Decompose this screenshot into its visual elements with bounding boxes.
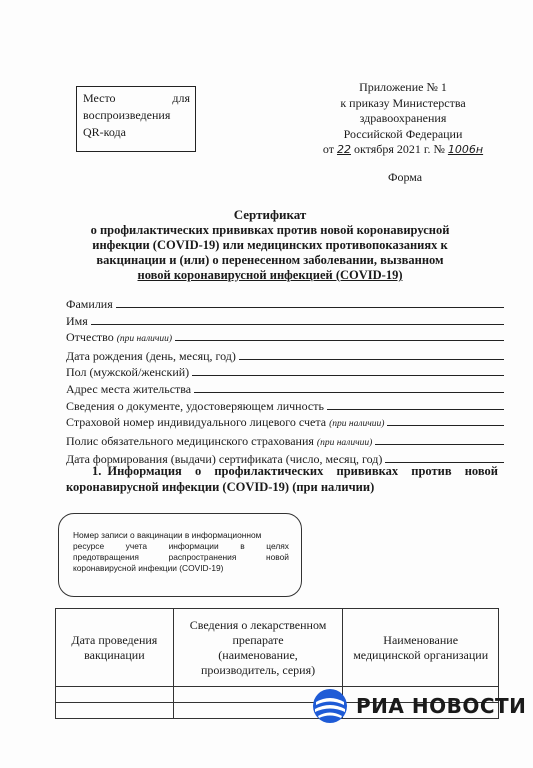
record-box-line-4: коронавирусной инфекции (COVID-19): [73, 563, 224, 573]
column-header-drug-line-1: Сведения о лекарственном: [189, 617, 327, 632]
table-header-row: [56, 609, 499, 687]
column-header-drug: [173, 609, 343, 687]
column-header-drug-line-4: производитель, серия): [200, 662, 316, 677]
field-snils: [66, 414, 504, 433]
ria-novosti-watermark: [312, 688, 526, 724]
field-issue-date-line[interactable]: [385, 451, 504, 463]
ria-globe-icon: [312, 688, 348, 724]
field-name: [66, 313, 504, 330]
certificate-title-line-3: вакцинации и (или) о перенесенном заболевании, вызванном: [96, 253, 444, 267]
record-box-line-3: [73, 552, 289, 563]
field-sex-line[interactable]: [192, 364, 504, 376]
order-date-prefix: от: [322, 142, 334, 156]
column-header-drug-line-2: препарате: [232, 632, 284, 647]
appendix-order-date: [318, 142, 488, 158]
section-1-heading-line-2: коронавирусной инфекции (COVID-19) (при наличии): [66, 480, 375, 494]
ria-novosti-logo-text: РИА НОВОСТИ: [356, 694, 527, 718]
section-1-text: Информация о профилактических прививках против новой: [107, 464, 498, 478]
column-header-date-line-1: Дата проведения: [71, 632, 158, 647]
field-id-document-line[interactable]: [327, 398, 504, 410]
field-patronymic-label: Отчество: [66, 330, 114, 345]
certificate-title-line-1: о профилактических прививках против новой коронавирусной: [90, 223, 450, 237]
record-box-line-2: [73, 541, 289, 552]
field-id-document: [66, 398, 504, 415]
record-box-line-1: Номер записи о вакцинации в информационном: [73, 530, 262, 540]
record-box-word: учета: [125, 541, 148, 551]
record-box-word: новой: [266, 552, 289, 562]
column-header-organization-line-1: Наименование: [383, 632, 459, 647]
section-1-heading-line-1: [66, 463, 498, 479]
field-birth-date: [66, 348, 504, 365]
qr-box-line-2: воспроизведения: [83, 108, 171, 122]
column-header-organization: [343, 609, 499, 687]
if-any-note: (при наличии): [116, 334, 173, 345]
appendix-line-4: Российской Федерации: [343, 126, 463, 141]
vaccination-record-number-box: [58, 513, 302, 597]
field-oms-line[interactable]: [375, 433, 504, 445]
field-address-line[interactable]: [194, 381, 504, 393]
qr-box-word-for: для: [172, 91, 190, 105]
field-birth-date-line[interactable]: [239, 348, 504, 360]
certificate-title: [60, 207, 480, 283]
qr-box-word-place: Место: [83, 91, 116, 105]
record-box-word: информации: [168, 541, 219, 551]
field-sex: [66, 364, 504, 381]
certificate-heading: Сертификат: [233, 207, 307, 222]
field-snils-line[interactable]: [387, 414, 504, 426]
appendix-line-2: к приказу Министерства: [340, 95, 466, 110]
appendix-line-1: Приложение № 1: [359, 80, 447, 94]
order-number: 1006н: [447, 143, 484, 156]
column-header-organization-line-2: медицинской организации: [353, 647, 489, 662]
table-cell[interactable]: [56, 687, 174, 703]
if-any-note: (при наличии): [316, 437, 373, 448]
personal-data-fields: [66, 296, 504, 468]
appendix-line-3: здравоохранения: [359, 111, 447, 125]
form-label: Форма: [388, 170, 423, 184]
field-issue-date-label: Дата формирования (выдачи) сертификата (число, месяц, год): [66, 452, 383, 467]
if-any-note: (при наличии): [329, 419, 385, 430]
order-date-day: 22: [336, 143, 351, 156]
field-oms-label: Полис обязательного медицинского страхования: [66, 433, 314, 448]
column-header-drug-line-3: (наименование,: [218, 647, 298, 662]
section-1-heading: [66, 463, 498, 495]
field-address-label: Адрес места жительства: [66, 381, 192, 396]
record-box-word: в: [240, 541, 245, 551]
field-oms: [66, 433, 504, 452]
field-name-line[interactable]: [91, 313, 504, 325]
field-snils-label: Страховой номер индивидуального лицевого счета: [66, 415, 327, 430]
record-box-word: распространения: [168, 552, 237, 562]
field-surname-line[interactable]: [116, 296, 504, 308]
qr-code-placeholder-box: [76, 86, 196, 152]
column-header-date-line-2: вакцинации: [84, 647, 145, 662]
certificate-title-line-2: инфекции (COVID-19) или медицинских противопоказаниях к: [92, 238, 448, 252]
field-name-label: Имя: [66, 313, 88, 328]
field-sex-label: Пол (мужской/женский): [66, 365, 190, 380]
field-surname-label: Фамилия: [66, 297, 113, 311]
field-birth-date-label: Дата рождения (день, месяц, год): [66, 348, 236, 363]
column-header-date: [56, 609, 174, 687]
record-box-word: целях: [266, 541, 289, 551]
record-box-word: ресурсе: [73, 541, 105, 551]
order-date-month-year: октября 2021 г. №: [353, 142, 445, 156]
field-patronymic-line[interactable]: [175, 329, 504, 341]
table-cell[interactable]: [56, 703, 174, 719]
qr-box-line-3: QR-кода: [83, 125, 126, 139]
section-1-number: 1.: [92, 464, 102, 478]
appendix-header: [318, 80, 488, 158]
field-surname: [66, 296, 504, 313]
field-patronymic: [66, 329, 504, 348]
record-box-word: предотвращения: [73, 552, 139, 562]
certificate-title-line-4: новой коронавирусной инфекцией (COVID-19): [137, 268, 403, 282]
field-id-document-label: Сведения о документе, удостоверяющем личность: [66, 398, 324, 413]
field-address: [66, 381, 504, 398]
